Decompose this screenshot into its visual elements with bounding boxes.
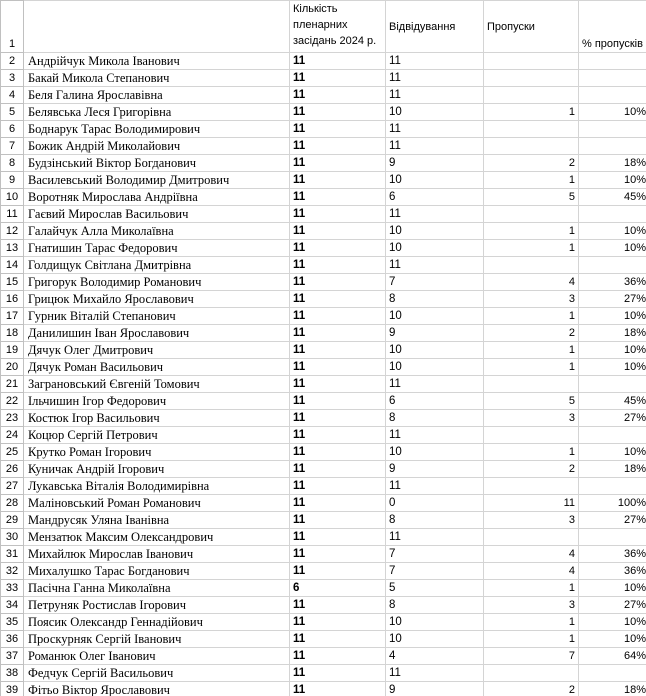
absences-cell[interactable]: 5 (484, 189, 579, 206)
percent-cell[interactable]: 36% (579, 546, 646, 563)
row-number[interactable]: 4 (1, 87, 24, 104)
table-row (1, 563, 646, 580)
row-number[interactable]: 16 (1, 291, 24, 308)
row-number[interactable]: 6 (1, 121, 24, 138)
absences-cell[interactable] (484, 87, 579, 104)
percent-cell[interactable] (579, 478, 646, 495)
plenary-cell[interactable]: 11 (290, 495, 386, 512)
absences-cell[interactable] (484, 70, 579, 87)
name-cell[interactable]: Будзінський Віктор Богданович (24, 155, 290, 172)
plenary-cell[interactable]: 11 (290, 648, 386, 665)
row-number[interactable]: 37 (1, 648, 24, 665)
row-number[interactable]: 20 (1, 359, 24, 376)
absences-cell[interactable]: 3 (484, 597, 579, 614)
absences-cell[interactable] (484, 121, 579, 138)
percent-cell[interactable] (579, 53, 646, 70)
row-number[interactable]: 10 (1, 189, 24, 206)
row-number[interactable]: 8 (1, 155, 24, 172)
name-cell[interactable]: Бакай Микола Степанович (24, 70, 290, 87)
percent-cell[interactable] (579, 529, 646, 546)
percent-cell[interactable]: 100% (579, 495, 646, 512)
percent-cell[interactable]: 10% (579, 308, 646, 325)
table-row (1, 70, 646, 87)
name-cell[interactable]: Дячук Роман Васильович (24, 359, 290, 376)
row-number[interactable]: 13 (1, 240, 24, 257)
attendance-cell[interactable]: 10 (386, 172, 484, 189)
row-number[interactable]: 32 (1, 563, 24, 580)
table-row (1, 206, 646, 223)
absences-cell[interactable]: 7 (484, 648, 579, 665)
table-row (1, 580, 646, 597)
absences-cell[interactable]: 1 (484, 104, 579, 121)
absences-cell[interactable] (484, 427, 579, 444)
attendance-cell[interactable]: 10 (386, 240, 484, 257)
table-row (1, 597, 646, 614)
attendance-cell[interactable]: 11 (386, 206, 484, 223)
row-number[interactable]: 31 (1, 546, 24, 563)
name-cell[interactable]: Мандрусяк Уляна Іванівна (24, 512, 290, 529)
table-row (1, 240, 646, 257)
attendance-cell[interactable]: 7 (386, 274, 484, 291)
plenary-cell[interactable]: 11 (290, 410, 386, 427)
absences-cell[interactable]: 1 (484, 240, 579, 257)
name-cell[interactable]: Коцюр Сергій Петрович (24, 427, 290, 444)
percent-cell[interactable]: 27% (579, 291, 646, 308)
row-number[interactable]: 14 (1, 257, 24, 274)
plenary-cell[interactable]: 11 (290, 206, 386, 223)
name-cell[interactable]: Пасічна Ганна Миколаївна (24, 580, 290, 597)
name-cell[interactable]: Воротняк Мирослава Андріївна (24, 189, 290, 206)
attendance-cell[interactable]: 6 (386, 189, 484, 206)
row-number[interactable]: 15 (1, 274, 24, 291)
attendance-cell[interactable]: 9 (386, 155, 484, 172)
attendance-cell[interactable]: 10 (386, 223, 484, 240)
table-row (1, 410, 646, 427)
name-cell[interactable]: Гнатишин Тарас Федорович (24, 240, 290, 257)
name-cell[interactable]: Костюк Ігор Васильович (24, 410, 290, 427)
percent-cell[interactable]: 27% (579, 597, 646, 614)
table-row (1, 155, 646, 172)
attendance-cell[interactable]: 8 (386, 291, 484, 308)
percent-cell[interactable]: 10% (579, 104, 646, 121)
plenary-cell[interactable]: 11 (290, 614, 386, 631)
attendance-cell[interactable]: 8 (386, 512, 484, 529)
attendance-cell[interactable]: 0 (386, 495, 484, 512)
table-row (1, 342, 646, 359)
attendance-cell[interactable]: 10 (386, 308, 484, 325)
plenary-cell[interactable]: 11 (290, 189, 386, 206)
absences-cell[interactable]: 2 (484, 461, 579, 478)
plenary-cell[interactable]: 11 (290, 393, 386, 410)
absences-cell[interactable]: 1 (484, 342, 579, 359)
name-cell[interactable]: Романюк Олег Іванович (24, 648, 290, 665)
row-number[interactable]: 39 (1, 682, 24, 696)
table-row (1, 53, 646, 70)
attendance-cell[interactable]: 7 (386, 563, 484, 580)
attendance-cell[interactable]: 11 (386, 376, 484, 393)
name-cell[interactable]: Куничак Андрій Ігорович (24, 461, 290, 478)
row-number[interactable]: 27 (1, 478, 24, 495)
plenary-cell[interactable]: 11 (290, 172, 386, 189)
percent-cell[interactable] (579, 206, 646, 223)
table-row (1, 223, 646, 240)
plenary-cell[interactable]: 11 (290, 682, 386, 696)
absences-cell[interactable] (484, 53, 579, 70)
percent-cell[interactable] (579, 121, 646, 138)
absences-cell[interactable]: 1 (484, 580, 579, 597)
percent-cell[interactable]: 10% (579, 172, 646, 189)
absences-cell[interactable]: 5 (484, 393, 579, 410)
absences-cell[interactable]: 1 (484, 223, 579, 240)
percent-cell[interactable]: 10% (579, 631, 646, 648)
absences-cell[interactable]: 1 (484, 614, 579, 631)
plenary-cell[interactable]: 6 (290, 580, 386, 597)
attendance-cell[interactable]: 7 (386, 546, 484, 563)
attendance-cell[interactable]: 8 (386, 410, 484, 427)
absences-cell[interactable]: 1 (484, 444, 579, 461)
absences-cell[interactable]: 2 (484, 325, 579, 342)
table-row (1, 138, 646, 155)
table-row (1, 172, 646, 189)
percent-cell[interactable]: 10% (579, 444, 646, 461)
plenary-cell[interactable]: 11 (290, 546, 386, 563)
plenary-cell[interactable]: 11 (290, 87, 386, 104)
name-cell[interactable]: Галайчук Алла Миколаївна (24, 223, 290, 240)
attendance-cell[interactable]: 5 (386, 580, 484, 597)
table-row (1, 614, 646, 631)
table-row (1, 682, 646, 696)
absences-cell[interactable] (484, 478, 579, 495)
name-cell[interactable]: Маліновський Роман Романович (24, 495, 290, 512)
attendance-cell[interactable]: 11 (386, 427, 484, 444)
plenary-cell[interactable]: 11 (290, 291, 386, 308)
attendance-cell[interactable]: 11 (386, 53, 484, 70)
absences-cell[interactable]: 1 (484, 359, 579, 376)
table-row (1, 495, 646, 512)
attendance-cell[interactable]: 11 (386, 478, 484, 495)
row-number[interactable]: 12 (1, 223, 24, 240)
plenary-cell[interactable]: 11 (290, 223, 386, 240)
table-row (1, 478, 646, 495)
plenary-cell[interactable]: 11 (290, 138, 386, 155)
header-percent-cell[interactable]: % пропусків (579, 1, 646, 53)
plenary-cell[interactable]: 11 (290, 342, 386, 359)
row-number[interactable]: 24 (1, 427, 24, 444)
percent-cell[interactable]: 27% (579, 512, 646, 529)
attendance-cell[interactable]: 10 (386, 444, 484, 461)
table-row (1, 189, 646, 206)
attendance-cell[interactable]: 8 (386, 597, 484, 614)
attendance-cell[interactable]: 10 (386, 614, 484, 631)
row-number[interactable]: 33 (1, 580, 24, 597)
name-cell[interactable]: Фітьо Віктор Ярославович (24, 682, 290, 696)
percent-cell[interactable]: 18% (579, 325, 646, 342)
absences-cell[interactable] (484, 257, 579, 274)
plenary-cell[interactable]: 11 (290, 325, 386, 342)
table-row (1, 427, 646, 444)
percent-cell[interactable]: 10% (579, 223, 646, 240)
header-name-cell[interactable] (24, 1, 290, 53)
plenary-cell[interactable]: 11 (290, 70, 386, 87)
percent-cell[interactable]: 10% (579, 359, 646, 376)
row-number[interactable]: 38 (1, 665, 24, 682)
name-cell[interactable]: Михайлюк Мирослав Іванович (24, 546, 290, 563)
percent-cell[interactable]: 10% (579, 580, 646, 597)
name-cell[interactable]: Петруняк Ростислав Ігорович (24, 597, 290, 614)
name-cell[interactable]: Поясик Олександр Геннадійович (24, 614, 290, 631)
attendance-cell[interactable]: 9 (386, 682, 484, 696)
name-cell[interactable]: Гурник Віталій Степанович (24, 308, 290, 325)
absences-cell[interactable]: 4 (484, 563, 579, 580)
name-cell[interactable]: Мензатюк Максим Олександрович (24, 529, 290, 546)
percent-cell[interactable]: 36% (579, 563, 646, 580)
percent-cell[interactable] (579, 138, 646, 155)
absences-cell[interactable]: 11 (484, 495, 579, 512)
row-number[interactable]: 19 (1, 342, 24, 359)
percent-cell[interactable]: 10% (579, 240, 646, 257)
percent-cell[interactable] (579, 70, 646, 87)
percent-cell[interactable]: 64% (579, 648, 646, 665)
name-cell[interactable]: Боднарук Тарас Володимирович (24, 121, 290, 138)
name-cell[interactable]: Михалушко Тарас Богданович (24, 563, 290, 580)
plenary-cell[interactable]: 11 (290, 461, 386, 478)
attendance-cell[interactable]: 11 (386, 257, 484, 274)
plenary-cell[interactable]: 11 (290, 529, 386, 546)
attendance-cell[interactable]: 11 (386, 87, 484, 104)
row-number[interactable]: 30 (1, 529, 24, 546)
attendance-cell[interactable]: 9 (386, 325, 484, 342)
attendance-cell[interactable]: 10 (386, 342, 484, 359)
percent-cell[interactable]: 36% (579, 274, 646, 291)
attendance-cell[interactable]: 4 (386, 648, 484, 665)
plenary-cell[interactable]: 11 (290, 359, 386, 376)
header-absences-cell[interactable]: Пропуски (484, 1, 579, 53)
percent-cell[interactable]: 18% (579, 682, 646, 696)
percent-cell[interactable] (579, 665, 646, 682)
absences-cell[interactable] (484, 665, 579, 682)
plenary-cell[interactable]: 11 (290, 665, 386, 682)
attendance-cell[interactable]: 10 (386, 104, 484, 121)
header-row (1, 1, 646, 53)
attendance-cell[interactable]: 9 (386, 461, 484, 478)
table-row (1, 393, 646, 410)
attendance-cell[interactable]: 11 (386, 529, 484, 546)
plenary-cell[interactable]: 11 (290, 155, 386, 172)
name-cell[interactable]: Божик Андрій Миколайович (24, 138, 290, 155)
table-row (1, 325, 646, 342)
percent-cell[interactable] (579, 257, 646, 274)
row-number[interactable]: 22 (1, 393, 24, 410)
plenary-cell[interactable]: 11 (290, 597, 386, 614)
table-row (1, 665, 646, 682)
percent-cell[interactable]: 27% (579, 410, 646, 427)
attendance-cell[interactable]: 10 (386, 359, 484, 376)
plenary-cell[interactable]: 11 (290, 240, 386, 257)
absences-cell[interactable]: 1 (484, 308, 579, 325)
percent-cell[interactable]: 18% (579, 461, 646, 478)
row-number[interactable]: 26 (1, 461, 24, 478)
plenary-cell[interactable]: 11 (290, 444, 386, 461)
percent-cell[interactable] (579, 427, 646, 444)
attendance-cell[interactable]: 11 (386, 665, 484, 682)
header-attendance-cell[interactable]: Відвідування (386, 1, 484, 53)
name-cell[interactable]: Заграновський Євгеній Томович (24, 376, 290, 393)
percent-cell[interactable]: 45% (579, 393, 646, 410)
name-cell[interactable]: Лукавська Віталія Володимирівна (24, 478, 290, 495)
attendance-cell[interactable]: 10 (386, 631, 484, 648)
row-number[interactable]: 36 (1, 631, 24, 648)
name-cell[interactable]: Дячук Олег Дмитрович (24, 342, 290, 359)
table-row (1, 376, 646, 393)
plenary-cell[interactable]: 11 (290, 257, 386, 274)
attendance-cell[interactable]: 6 (386, 393, 484, 410)
name-cell[interactable]: Беля Галина Ярославівна (24, 87, 290, 104)
percent-cell[interactable]: 10% (579, 342, 646, 359)
table-row (1, 631, 646, 648)
absences-cell[interactable]: 3 (484, 410, 579, 427)
table-row (1, 444, 646, 461)
table-row (1, 529, 646, 546)
row-number[interactable]: 1 (1, 1, 24, 53)
absences-cell[interactable]: 1 (484, 631, 579, 648)
absences-cell[interactable] (484, 138, 579, 155)
absences-cell[interactable]: 2 (484, 682, 579, 696)
absences-cell[interactable]: 1 (484, 172, 579, 189)
plenary-cell[interactable]: 11 (290, 53, 386, 70)
plenary-cell[interactable]: 11 (290, 308, 386, 325)
attendance-cell[interactable]: 11 (386, 121, 484, 138)
row-number[interactable]: 25 (1, 444, 24, 461)
row-number[interactable]: 18 (1, 325, 24, 342)
name-cell[interactable]: Голдищук Світлана Дмитрівна (24, 257, 290, 274)
name-cell[interactable]: Крутко Роман Ігорович (24, 444, 290, 461)
name-cell[interactable]: Андрійчук Микола Іванович (24, 53, 290, 70)
row-number[interactable]: 9 (1, 172, 24, 189)
plenary-cell[interactable]: 11 (290, 376, 386, 393)
row-number[interactable]: 2 (1, 53, 24, 70)
table-row (1, 257, 646, 274)
header-plenary-cell[interactable]: Кількість пленарних засідань 2024 р. (290, 1, 386, 53)
table-row (1, 546, 646, 563)
plenary-cell[interactable]: 11 (290, 104, 386, 121)
plenary-cell[interactable]: 11 (290, 121, 386, 138)
row-number[interactable]: 34 (1, 597, 24, 614)
attendance-cell[interactable]: 11 (386, 70, 484, 87)
table-row (1, 104, 646, 121)
row-number[interactable]: 35 (1, 614, 24, 631)
row-number[interactable]: 7 (1, 138, 24, 155)
name-cell[interactable]: Грицюк Михайло Ярославович (24, 291, 290, 308)
row-number[interactable]: 21 (1, 376, 24, 393)
table-row (1, 291, 646, 308)
table-row (1, 308, 646, 325)
percent-cell[interactable] (579, 87, 646, 104)
absences-cell[interactable] (484, 529, 579, 546)
name-cell[interactable]: Данилишин Іван Ярославович (24, 325, 290, 342)
name-cell[interactable]: Федчук Сергій Васильович (24, 665, 290, 682)
percent-cell[interactable]: 10% (579, 614, 646, 631)
name-cell[interactable]: Василевський Володимир Дмитрович (24, 172, 290, 189)
plenary-cell[interactable]: 11 (290, 563, 386, 580)
table-row (1, 121, 646, 138)
percent-cell[interactable]: 18% (579, 155, 646, 172)
absences-cell[interactable] (484, 206, 579, 223)
plenary-cell[interactable]: 11 (290, 274, 386, 291)
row-number[interactable]: 5 (1, 104, 24, 121)
attendance-cell[interactable]: 11 (386, 138, 484, 155)
row-number[interactable]: 11 (1, 206, 24, 223)
row-number[interactable]: 29 (1, 512, 24, 529)
row-number[interactable]: 3 (1, 70, 24, 87)
table-row (1, 87, 646, 104)
row-number[interactable]: 28 (1, 495, 24, 512)
row-number[interactable]: 17 (1, 308, 24, 325)
absences-cell[interactable]: 3 (484, 291, 579, 308)
percent-cell[interactable] (579, 376, 646, 393)
absences-cell[interactable] (484, 376, 579, 393)
absences-cell[interactable]: 2 (484, 155, 579, 172)
table-row (1, 512, 646, 529)
table-row (1, 461, 646, 478)
table-row (1, 648, 646, 665)
name-cell[interactable]: Гаєвий Мирослав Васильович (24, 206, 290, 223)
absences-cell[interactable]: 3 (484, 512, 579, 529)
absences-cell[interactable]: 4 (484, 274, 579, 291)
plenary-cell[interactable]: 11 (290, 478, 386, 495)
table-row (1, 274, 646, 291)
percent-cell[interactable]: 45% (579, 189, 646, 206)
row-number[interactable]: 23 (1, 410, 24, 427)
table-row (1, 359, 646, 376)
name-cell[interactable]: Ільчишин Ігор Федорович (24, 393, 290, 410)
plenary-cell[interactable]: 11 (290, 512, 386, 529)
plenary-cell[interactable]: 11 (290, 427, 386, 444)
absences-cell[interactable]: 4 (484, 546, 579, 563)
name-cell[interactable]: Проскурняк Сергій Іванович (24, 631, 290, 648)
plenary-cell[interactable]: 11 (290, 631, 386, 648)
name-cell[interactable]: Белявська Леся Григорівна (24, 104, 290, 121)
name-cell[interactable]: Григорук Володимир Романович (24, 274, 290, 291)
